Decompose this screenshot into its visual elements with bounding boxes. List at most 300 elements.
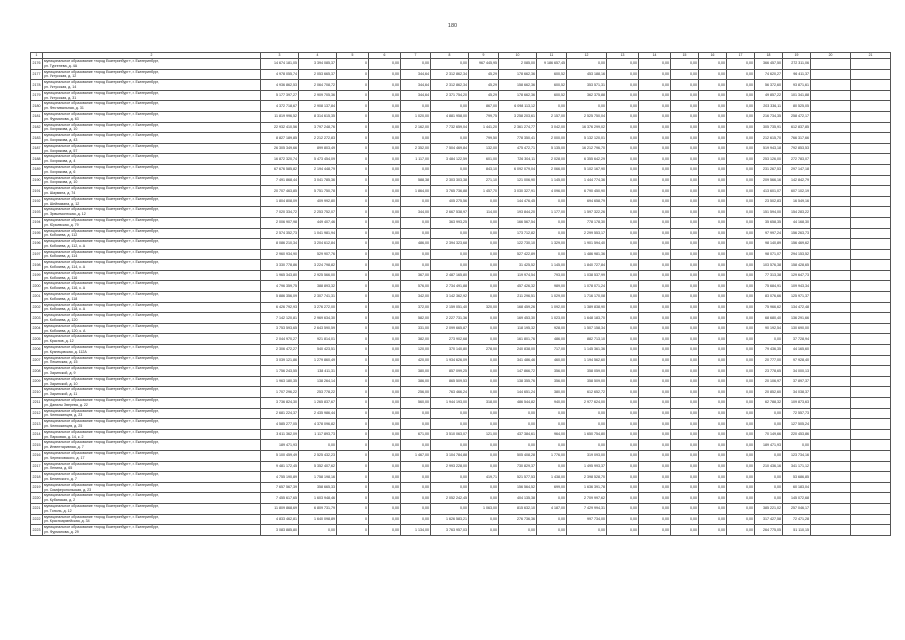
value-cell: 601,00: [469, 154, 499, 165]
empty-cell: [811, 398, 851, 409]
value-cell: 0,00: [607, 472, 639, 483]
value-cell: 0,00: [299, 440, 337, 451]
value-cell: 353 571,31: [567, 80, 607, 91]
value-cell: 0: [337, 334, 369, 345]
value-cell: 4 978 055,74: [261, 69, 299, 80]
empty-cell: [811, 281, 851, 292]
value-cell: 0,00: [639, 69, 671, 80]
table-row: [31, 482, 891, 493]
value-cell: 0,00: [727, 461, 755, 472]
value-cell: 0,00: [727, 345, 755, 356]
value-cell: 0,00: [469, 249, 499, 260]
value-cell: 129 647,73: [783, 270, 811, 281]
address-cell: [43, 133, 261, 144]
value-cell: 0,00: [639, 122, 671, 133]
value-cell: 178 662,36: [499, 69, 537, 80]
address-cell: [43, 345, 261, 356]
value-cell: 363 993,25: [431, 217, 469, 228]
value-cell: 726 304,11: [499, 154, 537, 165]
value-cell: 0,00: [671, 260, 699, 271]
value-cell: 1 117,00: [401, 154, 431, 165]
empty-cell: [851, 345, 891, 356]
value-cell: 486,00: [401, 239, 431, 250]
value-cell: 0,00: [671, 122, 699, 133]
empty-cell: [811, 175, 851, 186]
value-cell: 1 650 754,80: [567, 429, 607, 440]
empty-cell: [851, 196, 891, 207]
value-cell: 2 371 754,20: [431, 90, 469, 101]
value-cell: 0,00: [671, 186, 699, 197]
address-line: ул. Кобозева, д. 112, к. А: [44, 243, 86, 248]
value-cell: 0,00: [699, 472, 727, 483]
table-row: [31, 292, 891, 303]
address-line: муниципальное образование «город Екатеринбург», г. Екатеринбург,: [44, 461, 159, 466]
value-cell: 1 041 981,94: [299, 228, 337, 239]
row-number-cell: 2177: [31, 69, 43, 80]
value-cell: 257 046,17: [783, 503, 811, 514]
value-cell: 178 662,36: [499, 90, 537, 101]
column-number-header: 17: [727, 53, 755, 59]
value-cell: 612 652,72: [567, 387, 607, 398]
address-cell: [43, 207, 261, 218]
value-cell: 80 525,05: [783, 101, 811, 112]
row-number-cell: 2207: [31, 355, 43, 366]
value-cell: 815 632,10: [499, 503, 537, 514]
empty-cell: [851, 164, 891, 175]
value-cell: 0: [337, 80, 369, 91]
value-cell: 145 072,68: [783, 493, 811, 504]
value-cell: 0,00: [699, 59, 727, 70]
value-cell: 380,00: [537, 387, 567, 398]
value-cell: 457 426,32: [499, 281, 537, 292]
value-cell: 2 312 862,34: [431, 80, 469, 91]
value-cell: 671,00: [401, 429, 431, 440]
value-cell: 0,00: [537, 419, 567, 430]
value-cell: 4 187,00: [537, 503, 567, 514]
value-cell: 0,00: [567, 419, 607, 430]
value-cell: 0,00: [671, 355, 699, 366]
value-cell: 37 897,37: [783, 376, 811, 387]
empty-cell: [851, 376, 891, 387]
value-cell: 4 096,00: [537, 186, 567, 197]
value-cell: 0,00: [639, 408, 671, 419]
value-cell: 527 422,89: [499, 249, 537, 260]
value-cell: 0,00: [369, 164, 401, 175]
value-cell: 0,00: [431, 164, 469, 175]
value-cell: 0,00: [537, 493, 567, 504]
value-cell: 0,00: [639, 59, 671, 70]
address-line: муниципальное образование «город Екатеринбург», г. Екатеринбург,: [44, 239, 159, 244]
value-cell: 0,00: [699, 249, 727, 260]
value-cell: 0: [337, 122, 369, 133]
value-cell: 540 423,51: [299, 345, 337, 356]
value-cell: 0,00: [699, 345, 727, 356]
value-cell: 0,00: [401, 408, 431, 419]
table-row: [31, 461, 891, 472]
value-cell: 0,00: [671, 164, 699, 175]
empty-cell: [851, 143, 891, 154]
empty-cell: [811, 419, 851, 430]
value-cell: 358 059,00: [567, 366, 607, 377]
value-cell: 2 993 228,00: [431, 461, 469, 472]
value-cell: 0,00: [727, 419, 755, 430]
empty-cell: [811, 525, 851, 536]
value-cell: 0,00: [727, 525, 755, 536]
value-cell: 717,00: [537, 345, 567, 356]
value-cell: 3 104 784,88: [431, 450, 469, 461]
value-cell: 460,00: [537, 355, 567, 366]
address-line: ул. Инвентаривная, д. 7: [44, 445, 84, 450]
value-cell: 997 734,00: [567, 514, 607, 525]
row-number-cell: 2194: [31, 217, 43, 228]
value-cell: 486,00: [537, 334, 567, 345]
value-cell: 1 441,20: [469, 122, 499, 133]
value-cell: 0,00: [639, 429, 671, 440]
value-cell: 0,00: [369, 345, 401, 356]
value-cell: 0,00: [639, 292, 671, 303]
value-cell: 0,00: [639, 503, 671, 514]
value-cell: 0,00: [671, 482, 699, 493]
value-cell: 0,00: [699, 239, 727, 250]
value-cell: 0,00: [369, 313, 401, 324]
empty-cell: [851, 440, 891, 451]
value-cell: 380,00: [401, 366, 431, 377]
value-cell: 385 221,02: [755, 503, 783, 514]
value-cell: 272 783,07: [783, 154, 811, 165]
value-cell: 0,00: [469, 355, 499, 366]
value-cell: 0,00: [369, 334, 401, 345]
value-cell: 216 734,35: [755, 111, 783, 122]
value-cell: 203 336,11: [755, 101, 783, 112]
row-number-cell: 2199: [31, 270, 43, 281]
value-cell: 9 481 172,45: [261, 461, 299, 472]
value-cell: 0,00: [671, 281, 699, 292]
value-cell: 0,00: [727, 281, 755, 292]
value-cell: 0,00: [727, 69, 755, 80]
column-number-header: 4: [299, 53, 337, 59]
value-cell: 0,00: [401, 493, 431, 504]
value-cell: 4 372 718,67: [261, 101, 299, 112]
value-cell: 0,00: [727, 514, 755, 525]
value-cell: 0,00: [755, 450, 783, 461]
empty-cell: [851, 154, 891, 165]
address-cell: [43, 59, 261, 70]
empty-cell: [811, 503, 851, 514]
value-cell: 505 408,28: [499, 450, 537, 461]
value-cell: 0,00: [699, 461, 727, 472]
address-line: муниципальное образование «город Екатеринбург», г. Екатеринбург,: [44, 59, 159, 63]
value-cell: 1 265 837,67: [299, 398, 337, 409]
registry-table-body: [31, 53, 891, 536]
value-cell: 1 279 860,49: [299, 355, 337, 366]
address-line: муниципальное образование «город Екатеринбург», г. Екатеринбург,: [44, 281, 159, 286]
address-line: муниципальное образование «город Екатеринбург», г. Екатеринбург,: [44, 111, 159, 116]
value-cell: 0,00: [607, 334, 639, 345]
value-cell: 0,00: [431, 408, 469, 419]
value-cell: 0,00: [671, 398, 699, 409]
value-cell: 0,00: [369, 525, 401, 536]
value-cell: 0,00: [699, 525, 727, 536]
value-cell: 0,00: [727, 387, 755, 398]
row-number-cell: 2200: [31, 281, 43, 292]
table-row: [31, 122, 891, 133]
value-cell: 0,00: [727, 228, 755, 239]
address-line: муниципальное образование «город Екатеринбург», г. Екатеринбург,: [44, 164, 159, 169]
row-number-cell: 2191: [31, 186, 43, 197]
row-number-cell: 2222: [31, 514, 43, 525]
value-cell: 317 427,58: [755, 514, 783, 525]
value-cell: 2 157,00: [537, 111, 567, 122]
value-cell: 2 306 472,27: [261, 345, 299, 356]
value-cell: 0,00: [671, 408, 699, 419]
value-cell: 20 106,97: [755, 376, 783, 387]
value-cell: 0,00: [671, 302, 699, 313]
value-cell: 0,00: [607, 217, 639, 228]
value-cell: 453 188,16: [567, 69, 607, 80]
address-line: муниципальное образование «город Екатеринбург», г. Екатеринбург,: [44, 313, 159, 318]
value-cell: 0,00: [607, 143, 639, 154]
value-cell: 3 510 063,07: [431, 429, 469, 440]
table-row: [31, 503, 891, 514]
empty-cell: [811, 249, 851, 260]
value-cell: 0,00: [699, 111, 727, 122]
value-cell: 2 312 862,34: [431, 69, 469, 80]
address-line: муниципальное образование «город Екатеринбург», г. Екатеринбург,: [44, 514, 159, 519]
value-cell: 0,00: [369, 503, 401, 514]
address-cell: [43, 175, 261, 186]
address-cell: [43, 292, 261, 303]
value-cell: 0,00: [469, 440, 499, 451]
address-line: ул. Шаумяна, д. 74: [44, 190, 76, 195]
value-cell: 5 473 454,09: [299, 154, 337, 165]
value-cell: 212 615,70: [755, 133, 783, 144]
value-cell: 0,00: [469, 323, 499, 334]
value-cell: 258 472,17: [783, 111, 811, 122]
value-cell: 156 469,62: [783, 239, 811, 250]
value-cell: 0,00: [639, 376, 671, 387]
row-number-cell: 2208: [31, 366, 43, 377]
value-cell: 1 648 183,70: [567, 313, 607, 324]
value-cell: 0,00: [401, 503, 431, 514]
value-cell: 0,00: [671, 239, 699, 250]
value-cell: 341 486,46: [499, 355, 537, 366]
value-cell: 72 557,73: [783, 408, 811, 419]
address-cell: [43, 514, 261, 525]
value-cell: 899 803,49: [299, 143, 337, 154]
value-cell: 75 684,91: [755, 281, 783, 292]
address-cell: [43, 302, 261, 313]
value-cell: 0,00: [699, 302, 727, 313]
table-row: [31, 472, 891, 483]
value-cell: 121 006,90: [499, 175, 537, 186]
registry-table: [30, 52, 891, 536]
value-cell: 0,00: [607, 313, 639, 324]
value-cell: 1 038 537,99: [567, 270, 607, 281]
value-cell: 5 132 120,01: [567, 133, 607, 144]
value-cell: 0,00: [699, 260, 727, 271]
value-cell: 0,00: [755, 493, 783, 504]
address-line: муниципальное образование «город Екатеринбург», г. Екатеринбург,: [44, 450, 159, 455]
address-line: ул. Заринской, д. 10: [44, 381, 78, 386]
empty-cell: [811, 313, 851, 324]
address-line: муниципальное образование «город Екатеринбург», г. Екатеринбург,: [44, 154, 159, 159]
value-cell: 1 389 838,90: [567, 302, 607, 313]
value-cell: 0,00: [727, 270, 755, 281]
value-cell: 0,00: [369, 217, 401, 228]
value-cell: 989,00: [537, 281, 567, 292]
value-cell: 0,00: [727, 366, 755, 377]
address-cell: [43, 376, 261, 387]
value-cell: 1 864,00: [401, 186, 431, 197]
value-cell: 0,00: [671, 525, 699, 536]
table-row: [31, 175, 891, 186]
value-cell: 0: [337, 525, 369, 536]
value-cell: 600,52: [537, 80, 567, 91]
address-cell: [43, 387, 261, 398]
value-cell: 0,00: [639, 302, 671, 313]
value-cell: 138 355,76: [499, 376, 537, 387]
address-line: муниципальное образование «город Екатеринбург», г. Екатеринбург,: [44, 101, 159, 106]
address-line: муниципальное образование «город Екатеринбург», г. Екатеринбург,: [44, 133, 159, 138]
address-line: муниципальное образование «город Екатеринбург», г. Екатеринбург,: [44, 525, 159, 530]
value-cell: 20 852,60: [755, 387, 783, 398]
address-cell: [43, 164, 261, 175]
empty-cell: [811, 239, 851, 250]
value-cell: 4 936 862,53: [261, 80, 299, 91]
value-cell: 156 263,73: [783, 228, 811, 239]
value-cell: 74 620,27: [755, 69, 783, 80]
address-cell: [43, 154, 261, 165]
value-cell: 7 732 659,04: [431, 122, 469, 133]
value-cell: 0,00: [639, 472, 671, 483]
value-cell: 49 857,22: [755, 90, 783, 101]
value-cell: 0,00: [607, 429, 639, 440]
row-number-cell: 2195: [31, 228, 43, 239]
value-cell: 0,00: [369, 122, 401, 133]
value-cell: 0,00: [639, 143, 671, 154]
value-cell: 372,00: [401, 302, 431, 313]
value-cell: 0,00: [639, 249, 671, 260]
value-cell: 0,00: [607, 90, 639, 101]
value-cell: 0: [337, 59, 369, 70]
value-cell: 0,00: [699, 355, 727, 366]
value-cell: 867,00: [469, 101, 499, 112]
value-cell: 0: [337, 514, 369, 525]
value-cell: 1 177,00: [537, 207, 567, 218]
table-row: [31, 133, 891, 144]
value-cell: 123 734,16: [783, 450, 811, 461]
value-cell: 136 291,66: [783, 313, 811, 324]
value-cell: 0,00: [699, 186, 727, 197]
value-cell: 5 886 356,09: [261, 292, 299, 303]
value-cell: 0,00: [369, 175, 401, 186]
value-cell: 189 471,93: [261, 440, 299, 451]
empty-cell: [851, 228, 891, 239]
value-cell: 103 576,38: [755, 260, 783, 271]
value-cell: 1 329,00: [537, 239, 567, 250]
row-number-cell: 2192: [31, 196, 43, 207]
row-number-cell: 2178: [31, 80, 43, 91]
value-cell: 2 085,00: [499, 59, 537, 70]
value-cell: 14 674 181,05: [261, 59, 299, 70]
value-cell: 1 134,00: [401, 525, 431, 536]
value-cell: 34 038,37: [783, 387, 811, 398]
value-cell: 0,00: [671, 133, 699, 144]
value-cell: 1 029,00: [537, 292, 567, 303]
value-cell: 865 509,53: [431, 376, 469, 387]
value-cell: 0,00: [639, 461, 671, 472]
address-line: ул. Кобозева, д. 118: [44, 296, 78, 301]
value-cell: 0,00: [727, 249, 755, 260]
value-cell: 0: [337, 292, 369, 303]
value-cell: 0,00: [607, 228, 639, 239]
value-cell: 45,29: [469, 90, 499, 101]
address-line: муниципальное образование «город Екатеринбург», г. Екатеринбург,: [44, 228, 159, 233]
value-cell: 486 544,82: [499, 398, 537, 409]
value-cell: 0,00: [727, 154, 755, 165]
column-number-header: 2: [43, 53, 261, 59]
value-cell: 0,00: [567, 59, 607, 70]
value-cell: 2 307 741,31: [299, 292, 337, 303]
value-cell: 0,00: [469, 217, 499, 228]
value-cell: 2 299 553,17: [567, 228, 607, 239]
value-cell: 1 965 343,80: [261, 270, 299, 281]
value-cell: 2 194 448,79: [299, 164, 337, 175]
value-cell: 1 626 583,21: [431, 514, 469, 525]
value-cell: 799,50: [469, 133, 499, 144]
column-number-header: 3: [261, 53, 299, 59]
table-row: [31, 270, 891, 281]
value-cell: 0,00: [639, 207, 671, 218]
value-cell: 0,00: [499, 440, 537, 451]
value-cell: 0,00: [607, 503, 639, 514]
value-cell: 0,00: [537, 461, 567, 472]
value-cell: 475 472,71: [499, 143, 537, 154]
value-cell: 0,00: [607, 461, 639, 472]
value-cell: 0,00: [699, 450, 727, 461]
value-cell: 93 871,61: [783, 80, 811, 91]
value-cell: 169 453,30: [499, 313, 537, 324]
value-cell: 0,00: [639, 90, 671, 101]
value-cell: 0,00: [431, 440, 469, 451]
value-cell: 0,00: [639, 270, 671, 281]
address-line: муниципальное образование «город Екатеринбург», г. Екатеринбург,: [44, 323, 159, 328]
value-cell: 0: [337, 503, 369, 514]
value-cell: 35 658,35: [755, 217, 783, 228]
empty-cell: [811, 164, 851, 175]
value-cell: 0,00: [727, 207, 755, 218]
empty-cell: [811, 429, 851, 440]
value-cell: 0,00: [727, 493, 755, 504]
value-cell: 2 052 242,45: [431, 493, 469, 504]
row-number-cell: 2214: [31, 429, 43, 440]
value-cell: 0,00: [369, 292, 401, 303]
value-cell: 109 873,63: [783, 398, 811, 409]
empty-cell: [811, 408, 851, 419]
value-cell: 0,00: [537, 408, 567, 419]
value-cell: 331,00: [401, 323, 431, 334]
value-cell: 2 925 566,00: [299, 270, 337, 281]
value-cell: 1 023,00: [537, 313, 567, 324]
empty-cell: [811, 302, 851, 313]
value-cell: 0: [337, 450, 369, 461]
value-cell: 3 276 272,00: [299, 302, 337, 313]
value-cell: 45,29: [469, 80, 499, 91]
value-cell: 0,00: [369, 376, 401, 387]
value-cell: 0,00: [401, 196, 431, 207]
empty-cell: [851, 313, 891, 324]
value-cell: 0: [337, 270, 369, 281]
